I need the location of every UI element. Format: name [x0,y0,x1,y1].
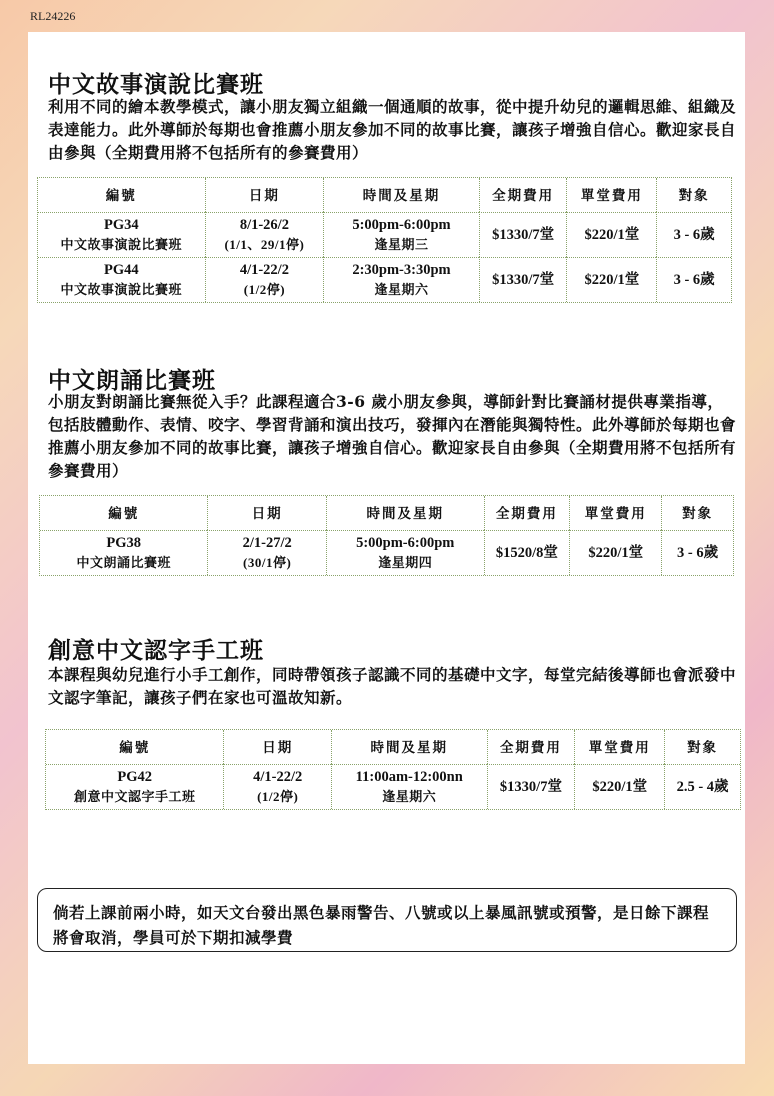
course-code: PG42 [117,769,153,785]
header-date: 日期 [223,730,330,764]
document-code: RL24226 [30,9,76,23]
age-cell: 3 - 6歲 [656,257,731,302]
course-table-recitation [39,495,734,576]
course-code: PG38 [106,535,142,551]
course-code-cell [40,530,207,575]
course-code-cell [38,212,205,257]
full-fee-cell: $1330/7堂 [479,212,567,257]
header-age: 對象 [661,496,733,530]
course-date-note: (1/2停) [243,282,286,297]
course-day: 逢星期三 [374,237,429,252]
course-time: 11:00am-12:00nn [355,769,463,785]
course-date: 4/1-22/2 [253,769,303,785]
course-table-craft [45,729,741,810]
course-code-cell [38,257,205,302]
header-single-fee: 單堂費用 [569,496,661,530]
header-code: 編號 [108,505,140,521]
course-date: 4/1-22/2 [239,262,289,278]
full-fee-cell: $1520/8堂 [484,530,570,575]
single-fee-cell: $220/1堂 [566,212,656,257]
header-date: 日期 [205,178,324,212]
full-fee-cell: $1330/7堂 [479,257,567,302]
section-title-craft: 創意中文認字手工班 [48,637,264,664]
course-day: 逢星期六 [382,789,437,804]
header-time: 時間及星期 [326,496,484,530]
course-table-story [37,177,732,303]
weather-notice-box: 倘若上課前兩小時，如天文台發出黑色暴雨警告、八號或以上暴風訊號或預警，是日餘下課程將會取消，學員可於下期扣減學費 [37,888,737,952]
date-cell [223,764,330,809]
time-cell [331,764,487,809]
single-fee-cell: $220/1堂 [566,257,656,302]
table-row [40,530,733,575]
age-cell: 2.5 - 4歲 [664,764,740,809]
section-description-recitation: 小朋友對朗誦比賽無從入手？此課程適合3-6 歲小朋友參與，導師針對比賽誦材提供專業指導，包括肢體動作、表情、咬字、學習背誦和演出技巧，發揮內在潛能與獨特性。此外導師於每期也會推薦小朋友參加不同的故事比賽，讓孩子增強自信心。歡迎家長自由參與（全期費用將不包括所有參賽費用） [48,392,737,480]
table-row [38,257,731,302]
header-time: 時間及星期 [323,178,478,212]
table-header-row [46,730,740,764]
date-cell [207,530,325,575]
header-single-fee: 單堂費用 [566,178,656,212]
date-cell [205,212,324,257]
time-cell [323,257,478,302]
course-time: 5:00pm-6:00pm [356,535,455,551]
table-header-row [40,496,733,530]
course-name: 創意中文認字手工班 [73,789,196,804]
course-time: 5:00pm-6:00pm [352,217,451,233]
table-header-row [38,178,731,212]
course-code: PG44 [103,262,139,278]
section-description-story: 利用不同的繪本教學模式，讓小朋友獨立組織一個通順的故事，從中提升幼兒的邏輯思維、組織及表達能力。此外導師於每期也會推薦小朋友參加不同的故事比賽，讓孩子增強自信心。歡迎家長自由參與（全期費用將不包括所有的參賽費用） [48,97,737,162]
header-age: 對象 [656,178,731,212]
header-full-fee: 全期費用 [484,496,570,530]
header-code: 編號 [105,187,137,203]
single-fee-cell: $220/1堂 [574,764,664,809]
full-fee-cell: $1330/7堂 [487,764,575,809]
course-name: 中文故事演說比賽班 [60,282,183,297]
course-date: 8/1-26/2 [239,217,289,233]
header-age: 對象 [664,730,740,764]
course-day: 逢星期四 [378,555,433,570]
course-date-note: (30/1停) [243,555,292,570]
section-title-story: 中文故事演說比賽班 [48,71,264,98]
header-full-fee: 全期費用 [487,730,575,764]
course-code-cell [46,764,223,809]
course-time: 2:30pm-3:30pm [352,262,451,278]
course-date-note: (1/1、29/1停) [224,237,305,252]
date-cell [205,257,324,302]
flyer-sheet [28,32,745,1064]
course-name: 中文故事演說比賽班 [60,237,183,252]
age-cell: 3 - 6歲 [656,212,731,257]
header-time: 時間及星期 [331,730,487,764]
course-day: 逢星期六 [374,282,429,297]
header-date: 日期 [207,496,325,530]
header-code: 編號 [119,739,151,755]
section-description-craft: 本課程與幼兒進行小手工創作，同時帶領孩子認識不同的基礎中文字，每堂完結後導師也會派發中文認字筆記，讓孩子們在家也可溫故知新。 [48,665,737,707]
course-code: PG34 [103,217,139,233]
age-cell: 3 - 6歲 [661,530,733,575]
time-cell [326,530,484,575]
single-fee-cell: $220/1堂 [569,530,661,575]
header-full-fee: 全期費用 [479,178,567,212]
course-name: 中文朗誦比賽班 [76,555,171,570]
header-single-fee: 單堂費用 [574,730,664,764]
section-title-recitation: 中文朗誦比賽班 [48,367,216,394]
course-date: 2/1-27/2 [242,535,292,551]
table-row [46,764,740,809]
time-cell [323,212,478,257]
course-date-note: (1/2停) [257,789,299,804]
table-row [38,212,731,257]
